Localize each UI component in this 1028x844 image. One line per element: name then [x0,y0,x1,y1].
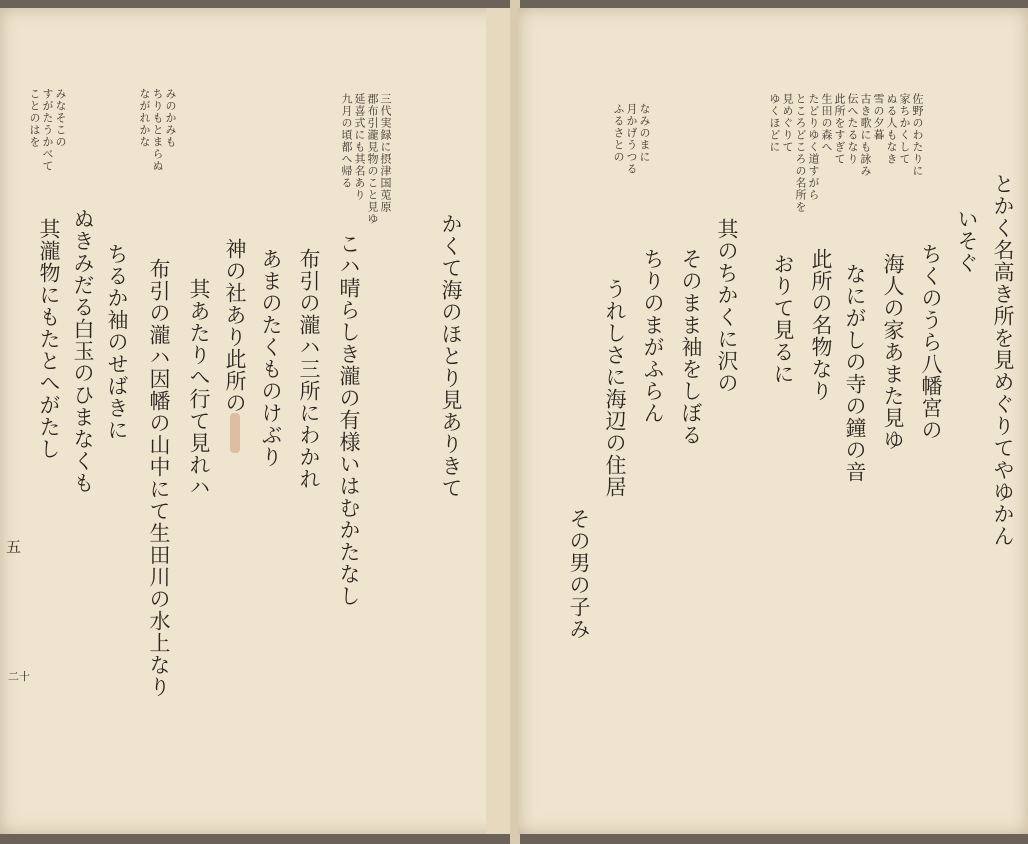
text-column: 布引の瀧ハ三所にわかれ [297,248,321,490]
text-column: 布引の瀧ハ因幡の山中にて生田川の水上なり [147,258,171,698]
text-column: あまのたくものけぶり [259,248,283,468]
text-column: 其あたりへ行て見れハ [187,278,211,498]
note-line: 月かげうつる [625,103,638,175]
note-line: なみのまに [638,103,651,163]
note-line: ところどころの名所を [794,93,807,213]
text-column: その男の子み [567,508,591,640]
note-line: 延喜式にも其名あり [353,93,366,201]
note-line: みのかみも [164,88,177,148]
text-column: うれしさに海辺の住居 [603,278,627,498]
note-line: ながれかな [138,88,151,148]
left-page [0,8,512,834]
note-line: 雪の夕暮 [872,93,885,141]
text-column: 神の社あり此所の [223,238,247,414]
note-line: 伝へたるなり [846,93,859,165]
note-line: ことのはを [28,88,41,148]
text-column: 其瀧物にもたとへがたし [37,218,61,460]
text-column: ちくのうら八幡宮の [919,243,943,441]
text-column: そのまま袖をしぼる [679,248,703,446]
right-page [518,8,1028,834]
text-column: 其のちかくに沢の [715,218,739,394]
folio-sub-number: 二十 [8,670,30,683]
note-line: ふるさとの [612,103,625,163]
text-column: ちりのまがふらん [641,248,665,424]
note-line: 見めぐりて [781,93,794,153]
paper-stain [230,413,240,453]
text-column: 此所の名物なり [809,248,833,402]
note-line: 生田の森へ [820,93,833,153]
note-line: みなそこの [54,88,67,148]
note-line: 三代実録に摂津国莵原 [379,93,392,213]
text-column: ぬきみだる白玉のひまなくも [71,208,95,494]
left-margin-note-2 [138,88,177,208]
text-column: いそぐ [955,208,979,274]
text-column: ちるか袖のせばきに [105,243,129,441]
note-line: 郡布引瀧見物のこと見ゆ [366,93,379,225]
text-column: おりて見るに [771,253,795,385]
note-line: ゆくほどに [768,93,781,153]
note-line: たどりゆく道すがら [807,93,820,201]
note-line: 家ちかくして [898,93,911,165]
page-edge [486,8,512,834]
folio-number: 五 [6,538,22,556]
text-column: 海人の家あまた見ゆ [881,253,905,451]
note-line: 古き歌にも詠み [859,93,872,177]
text-column: とかく名高き所を見めぐりてやゆかん [991,173,1015,547]
left-margin-note [28,88,67,208]
text-column: なにがしの寺の鐘の音 [843,263,867,483]
note-line: ぬる人もなき [885,93,898,165]
note-line: すがたうかべて [41,88,54,172]
small-annotation [612,103,651,213]
note-line: 此所をすぎて [833,93,846,165]
heading-note [340,93,392,233]
note-line: 佐野のわたりに [911,93,924,177]
top-annotation [768,93,924,213]
text-column: こハ晴らしき瀧の有様いはむかたなし [337,233,361,607]
text-column: かくて海のほとり見ありきて [439,213,463,499]
note-line: 九月の頃都へ帰る [340,93,353,189]
note-line: ちりもとまらぬ [151,88,164,172]
